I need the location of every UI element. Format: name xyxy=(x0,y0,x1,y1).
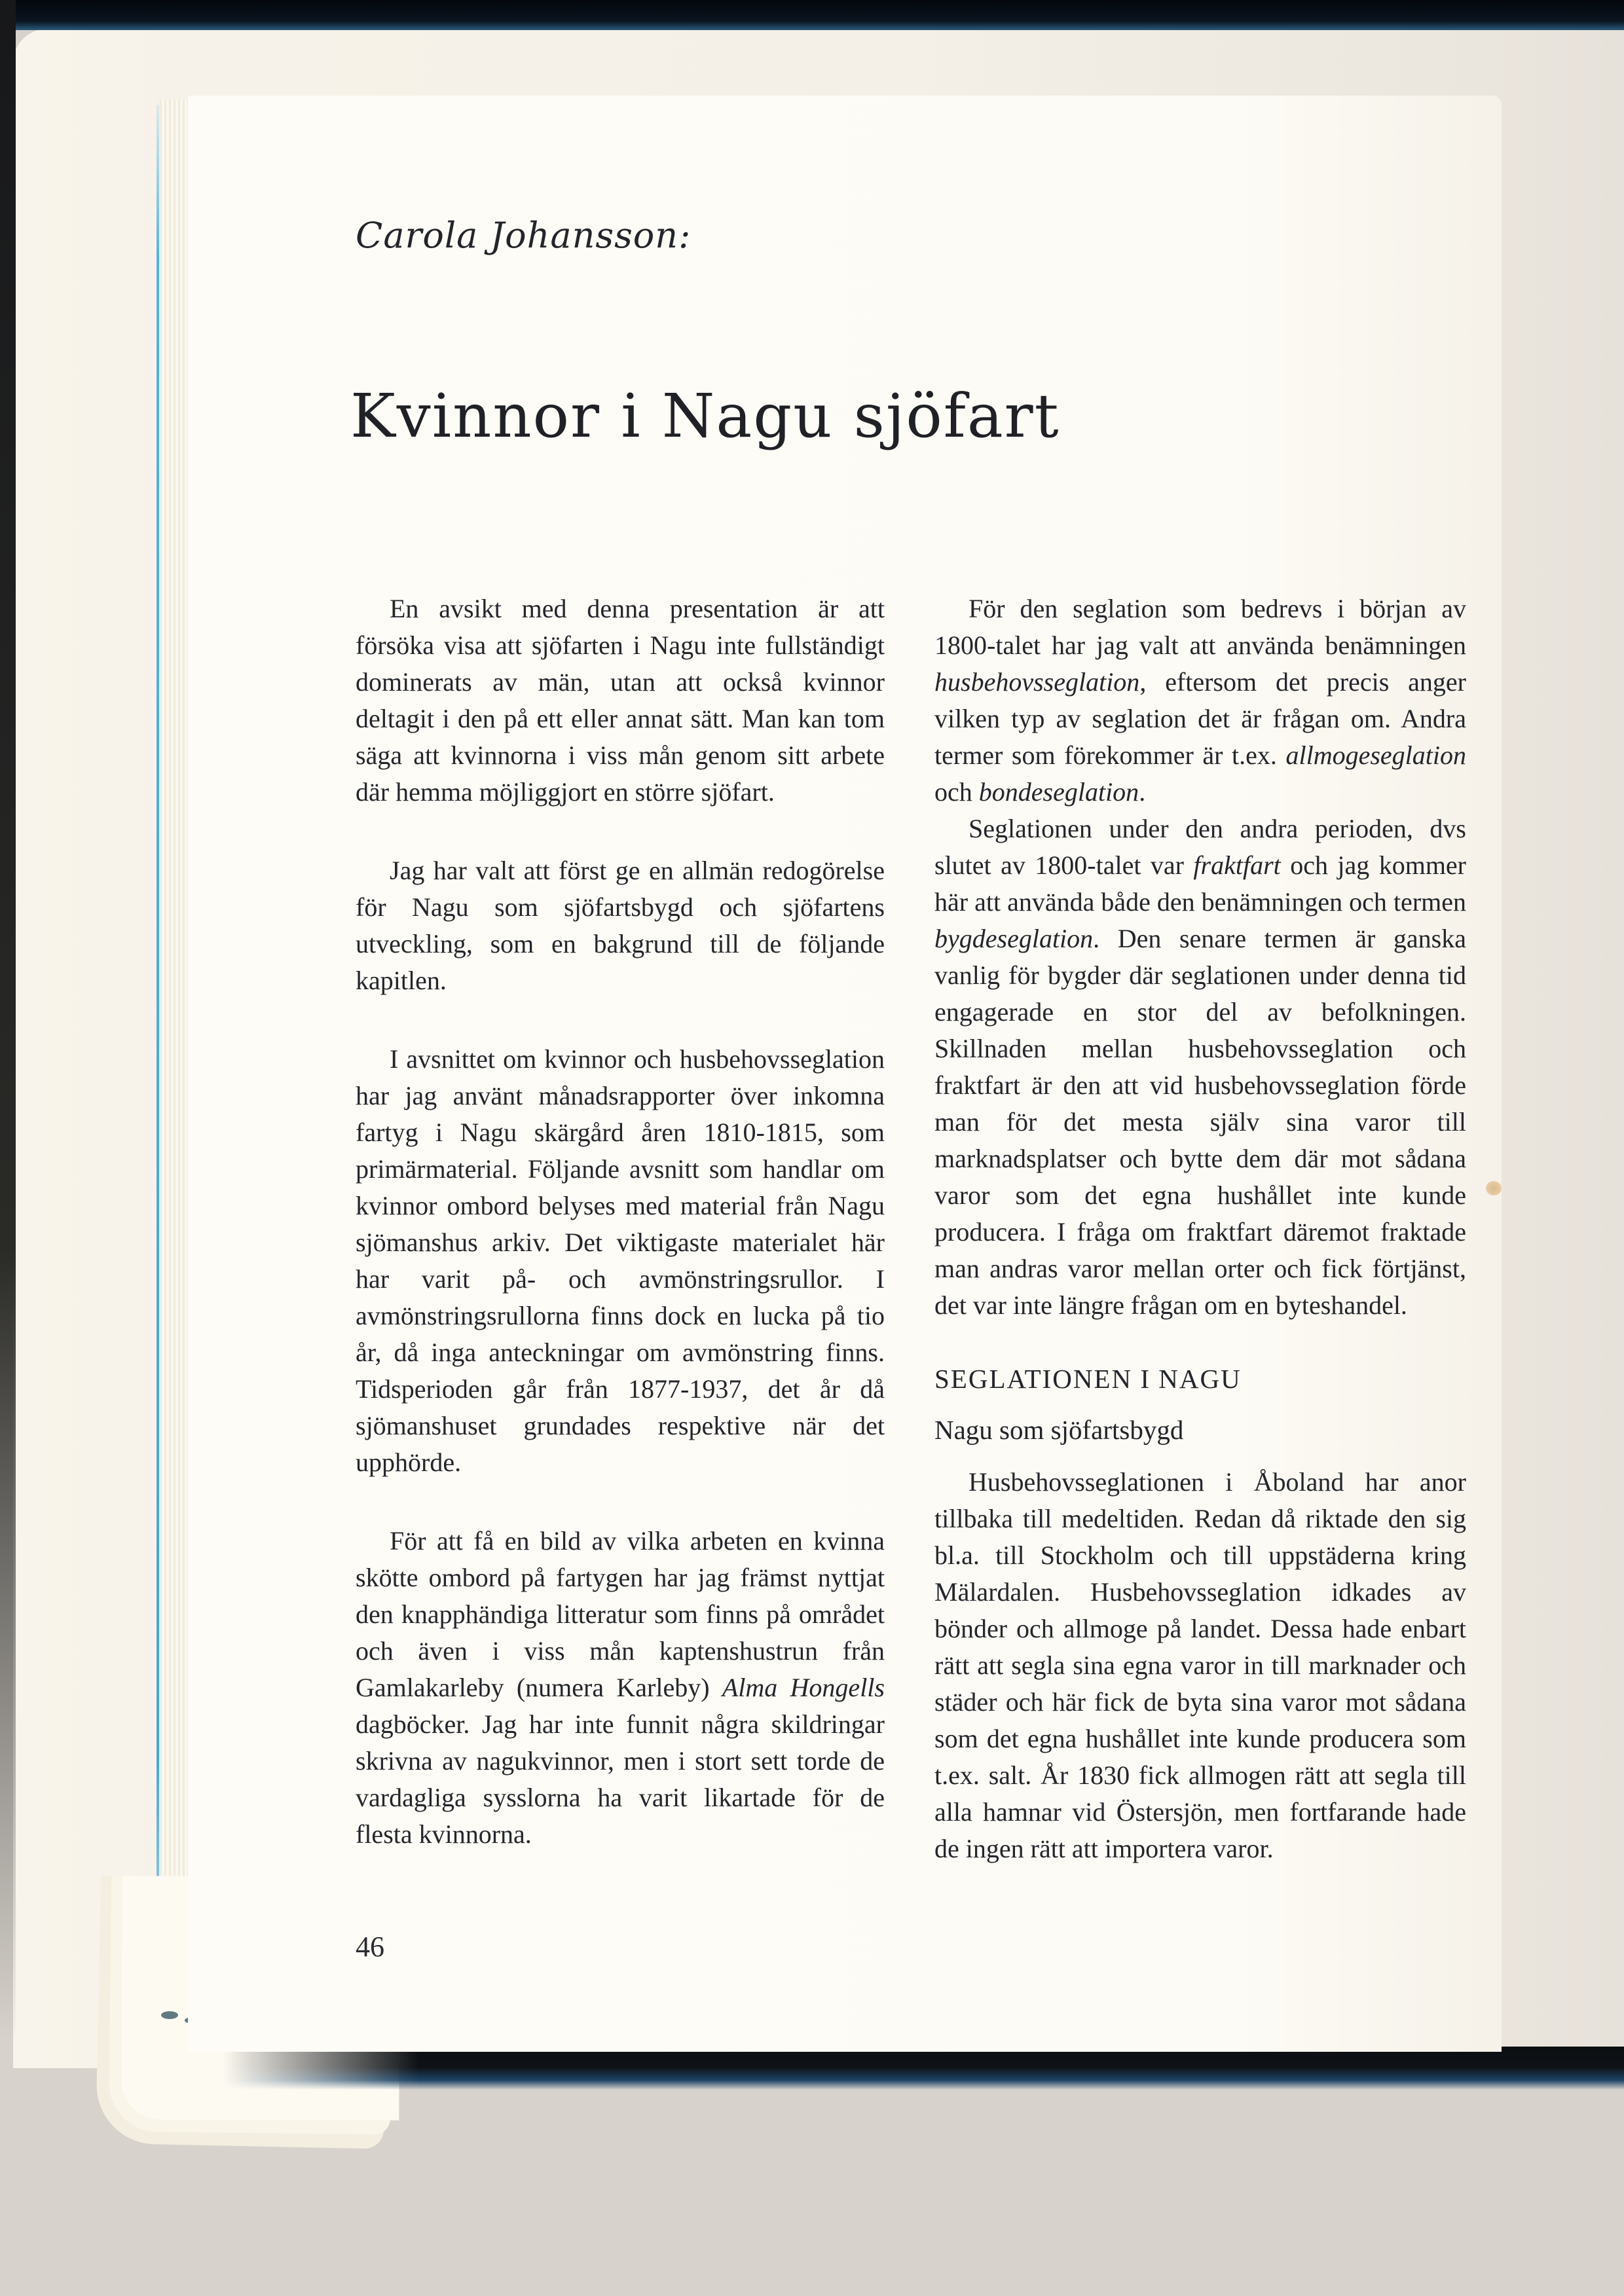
stacked-page-edges xyxy=(160,100,190,2050)
text-segment: Husbehovsseglationen i Åboland har anor tillbaka till medeltiden. Redan då riktade den sig bl.a. till Stockholm och till uppstäderna kring Mälardalen. Husbehovsseglation idkades av bönder och allmoge på landet. Dessa hade enbart rätt att segla sina egna varor in till marknader och städer och här fick de byta sina varor mot sådana som det egna hushållet inte kunde producera som t.ex. salt. År 1830 fick allmogen rätt att segla till alla hamnar vid Östersjön, men fortfarande hade de ingen rätt att importera varor. xyxy=(934,1467,1466,1863)
paragraph xyxy=(934,811,1466,1324)
text-segment: I avsnittet om kvinnor och husbehovsseglation har jag använt månadsrapporter över inkomna fartyg i Nagu skärgård åren 1810-1815, som primärmaterial. Följande avsnitt som handlar om kvinnor ombord belyses med material från Nagu sjömanshus arkiv. Det viktigaste materialet här har varit på- och avmönstringsrullor. I avmönstringsrullorna finns dock en lucka på tio år, då inga anteckningar om avmönstring finns. Tidsperioden går från 1877-1937, det år då sjömanshuset grundades respektive när det upphörde. xyxy=(356,1044,885,1477)
text-segment: Jag har valt att först ge en allmän redogörelse för Nagu som sjöfartsbygd och sjöfartens utveckling, som en bakgrund till de följande kapitlen. xyxy=(356,856,885,995)
italic-text-segment: bondeseglation xyxy=(978,777,1139,807)
author-byline: Carola Johansson: xyxy=(356,215,692,256)
right-text-column xyxy=(934,591,1466,1867)
paragraph xyxy=(934,591,1466,811)
paragraph xyxy=(356,1523,885,1853)
italic-text-segment: bygdeseglation xyxy=(934,924,1094,953)
text-segment: För den seglation som bedrevs i början av 1800-talet har jag valt att använda benämningen xyxy=(934,594,1466,660)
text-segment: Nagu som sjöfartsbygd xyxy=(934,1415,1184,1445)
text-segment: För att få en bild av vilka arbeten en kvinna skötte ombord på fartygen har jag främst nyttjat den knapphändiga litteratur som finns på området och även i viss mån kaptenshustrun från Gamlakarleby (numera Karleby) xyxy=(356,1526,885,1702)
text-segment: och xyxy=(934,777,979,807)
scan-speck xyxy=(161,2011,178,2019)
text-segment: , eftersom det precis anger vilken typ av seglation det är frågan om. Andra termer som förekommer är t.ex. xyxy=(934,667,1466,770)
left-text-column xyxy=(356,591,885,1853)
italic-text-segment: allmogeseglation xyxy=(1285,740,1466,770)
italic-text-segment: fraktfart xyxy=(1193,850,1281,880)
scan-left-shadow xyxy=(0,0,16,2082)
scan-speck xyxy=(1486,1181,1502,1195)
text-segment: En avsikt med denna presentation är att försöka visa att sjöfarten i Nagu inte fullständigt dominerats av män, utan att också kvinnor deltagit i den på ett eller annat sätt. Man kan tom säga att kvinnorna i viss mån genom sitt arbete där hemma möjliggjort en större sjöfart. xyxy=(356,594,885,807)
text-segment: . Den senare termen är ganska vanlig för bygder där seglationen under denna tid engagerade en stor del av befolkningen. Skillnaden mellan husbehovsseglation och fraktfart är den att vid husbehovsseglation förde man för det mesta själv sina varor till marknadsplatser och bytte dem där mot sådana varor som det egna hushållet inte kunde producera. I fråga om fraktfart däremot fraktade man andras varor mellan orter och fick förtjänst, det var inte längre frågan om en byteshandel. xyxy=(934,924,1466,1320)
text-segment: dagböcker. Jag har inte funnit några skildringar skrivna av nagukvinnor, men i stort sett torde de vardagliga sysslorna ha varit likartade för de flesta kvinnorna. xyxy=(356,1709,885,1849)
text-segment: . xyxy=(1139,777,1146,807)
paragraph xyxy=(356,852,885,999)
text-segment: Seglationen under den andra perioden, dvs slutet av 1800-talet var xyxy=(934,814,1466,880)
book-bottom-shadow xyxy=(223,2047,1624,2090)
page-number: 46 xyxy=(356,1931,384,1963)
subheading xyxy=(934,1412,1466,1448)
italic-text-segment: Alma Hongells xyxy=(722,1673,885,1702)
paragraph xyxy=(356,591,885,811)
paragraph xyxy=(356,1041,885,1481)
section-heading xyxy=(934,1360,1466,1397)
scan-top-shadow xyxy=(0,0,1624,30)
text-segment: SEGLATIONEN I NAGU xyxy=(934,1364,1242,1394)
italic-text-segment: husbehovsseglation xyxy=(934,667,1140,697)
book-page xyxy=(188,96,1502,2052)
page-title: Kvinnor i Nagu sjöfart xyxy=(350,381,1060,451)
page-edge-blue-line xyxy=(157,105,159,2046)
paragraph xyxy=(934,1464,1466,1867)
text-segment: och jag kommer här att använda både den benämningen och termen xyxy=(934,850,1467,917)
